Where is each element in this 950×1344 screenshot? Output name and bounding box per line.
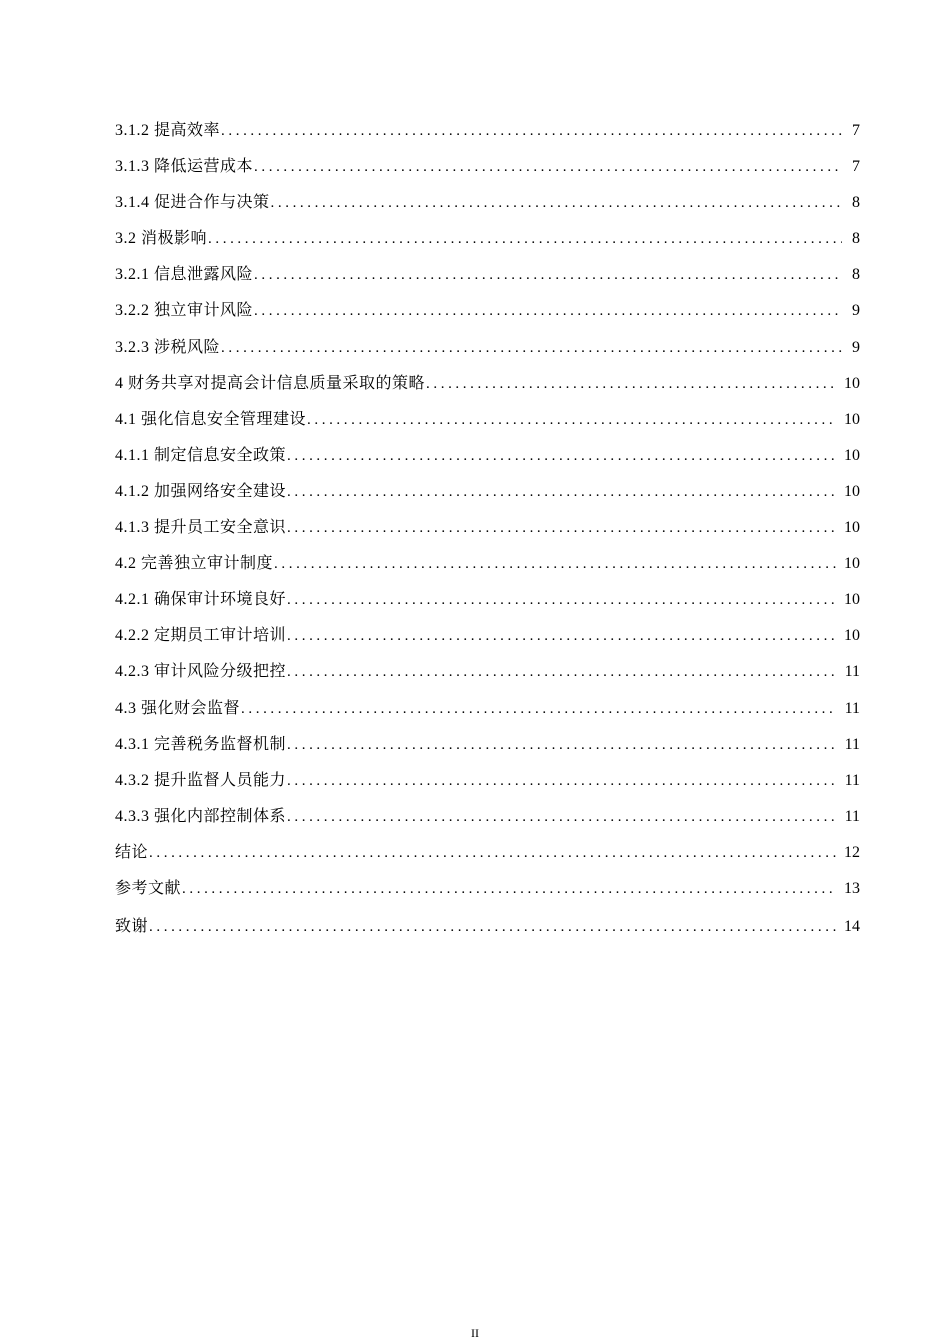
toc-entry-title: 3.2.1 信息泄露风险 <box>115 266 254 284</box>
toc-entry-title: 结论 <box>115 843 149 861</box>
toc-entry[interactable] <box>115 660 860 696</box>
table-of-contents <box>115 119 860 951</box>
toc-entry-page: 8 <box>852 266 860 284</box>
toc-entry-title: 4.1.2 加强网络安全建设 <box>115 482 287 500</box>
toc-leader-dots <box>287 516 836 540</box>
toc-leader-dots <box>287 624 836 648</box>
toc-entry-page: 10 <box>844 410 860 428</box>
toc-entry-title: 4.1.3 提升员工安全意识 <box>115 519 287 537</box>
toc-entry-page: 7 <box>852 122 860 139</box>
toc-entry-page: 10 <box>844 555 860 573</box>
toc-entry-page: 10 <box>844 519 860 537</box>
toc-entry-title: 4.1.1 制定信息安全政策 <box>115 446 287 464</box>
toc-entry-page: 11 <box>844 771 860 789</box>
toc-entry-page: 11 <box>844 807 860 825</box>
toc-entry-page: 8 <box>852 194 860 212</box>
toc-entry-title: 4.3.3 强化内部控制体系 <box>115 807 287 825</box>
toc-entry[interactable] <box>115 227 860 263</box>
toc-leader-dots <box>221 336 842 360</box>
toc-entry-page: 12 <box>844 843 860 861</box>
toc-leader-dots <box>287 769 837 793</box>
toc-leader-dots <box>287 480 836 504</box>
toc-entry[interactable] <box>115 733 860 769</box>
toc-entry-title: 3.1.3 降低运营成本 <box>115 158 254 176</box>
toc-entry-title: 4.2.3 审计风险分级把控 <box>115 663 287 681</box>
toc-entry-page: 10 <box>844 446 860 464</box>
toc-leader-dots <box>274 552 836 576</box>
toc-leader-dots <box>287 733 837 757</box>
toc-entry-title: 4.2 完善独立审计制度 <box>115 555 274 573</box>
toc-entry-title: 4.1 强化信息安全管理建设 <box>115 410 307 428</box>
toc-entry-page: 11 <box>844 699 860 717</box>
toc-entry[interactable] <box>115 877 860 915</box>
toc-entry[interactable] <box>115 480 860 516</box>
toc-leader-dots <box>254 299 842 323</box>
toc-leader-dots <box>254 263 842 287</box>
toc-entry[interactable] <box>115 805 860 841</box>
toc-entry[interactable] <box>115 841 860 877</box>
toc-leader-dots <box>254 155 842 179</box>
toc-entry[interactable] <box>115 624 860 660</box>
toc-entry-page: 13 <box>844 879 860 897</box>
toc-entry-title: 4.3.1 完善税务监督机制 <box>115 735 287 753</box>
toc-leader-dots <box>208 227 842 251</box>
toc-leader-dots <box>287 588 836 612</box>
toc-entry-page: 7 <box>852 158 860 176</box>
toc-entry[interactable] <box>115 444 860 480</box>
toc-entry-title: 4 财务共享对提高会计信息质量采取的策略 <box>115 374 426 392</box>
toc-entry-page: 10 <box>844 482 860 500</box>
toc-entry-page: 9 <box>852 338 860 356</box>
toc-entry-title: 3.2.2 独立审计风险 <box>115 302 254 320</box>
toc-entry-page: 8 <box>852 230 860 248</box>
toc-entry[interactable] <box>115 191 860 227</box>
toc-entry-title: 致谢 <box>115 917 149 935</box>
toc-leader-dots <box>287 444 836 468</box>
toc-entry[interactable] <box>115 119 860 155</box>
toc-entry[interactable] <box>115 769 860 805</box>
toc-entry-page: 10 <box>844 591 860 609</box>
toc-leader-dots <box>426 372 836 396</box>
toc-leader-dots <box>182 877 836 901</box>
toc-leader-dots <box>287 805 837 829</box>
page-number: II <box>471 1326 479 1340</box>
toc-entry[interactable] <box>115 915 860 951</box>
toc-leader-dots <box>271 191 842 215</box>
toc-leader-dots <box>149 915 836 939</box>
toc-leader-dots <box>307 408 836 432</box>
toc-entry[interactable] <box>115 372 860 408</box>
toc-leader-dots <box>241 697 837 721</box>
toc-entry-page: 10 <box>844 627 860 645</box>
toc-leader-dots <box>287 660 837 684</box>
toc-leader-dots <box>149 841 836 865</box>
toc-entry[interactable] <box>115 697 860 733</box>
toc-entry[interactable] <box>115 263 860 299</box>
toc-entry-page: 9 <box>852 302 860 320</box>
toc-entry[interactable] <box>115 155 860 191</box>
toc-entry-title: 参考文献 <box>115 879 182 897</box>
toc-entry-page: 14 <box>844 917 860 935</box>
toc-entry-page: 10 <box>844 374 860 392</box>
toc-entry-page: 11 <box>844 735 860 753</box>
toc-entry[interactable] <box>115 299 860 335</box>
toc-entry-title: 3.1.4 促进合作与决策 <box>115 194 270 212</box>
toc-entry-title: 3.2.3 涉税风险 <box>115 338 221 356</box>
toc-entry-page: 11 <box>844 663 860 681</box>
toc-entry-title: 4.3.2 提升监督人员能力 <box>115 771 287 789</box>
toc-entry[interactable] <box>115 408 860 444</box>
toc-entry-title: 3.1.2 提高效率 <box>115 122 221 139</box>
toc-entry-title: 4.2.2 定期员工审计培训 <box>115 627 287 645</box>
toc-entry[interactable] <box>115 336 860 372</box>
toc-entry[interactable] <box>115 552 860 588</box>
toc-entry-title: 3.2 消极影响 <box>115 230 208 248</box>
toc-entry[interactable] <box>115 516 860 552</box>
toc-entry-title: 4.3 强化财会监督 <box>115 699 241 717</box>
toc-leader-dots <box>221 119 842 143</box>
toc-entry-title: 4.2.1 确保审计环境良好 <box>115 591 287 609</box>
toc-entry[interactable] <box>115 588 860 624</box>
